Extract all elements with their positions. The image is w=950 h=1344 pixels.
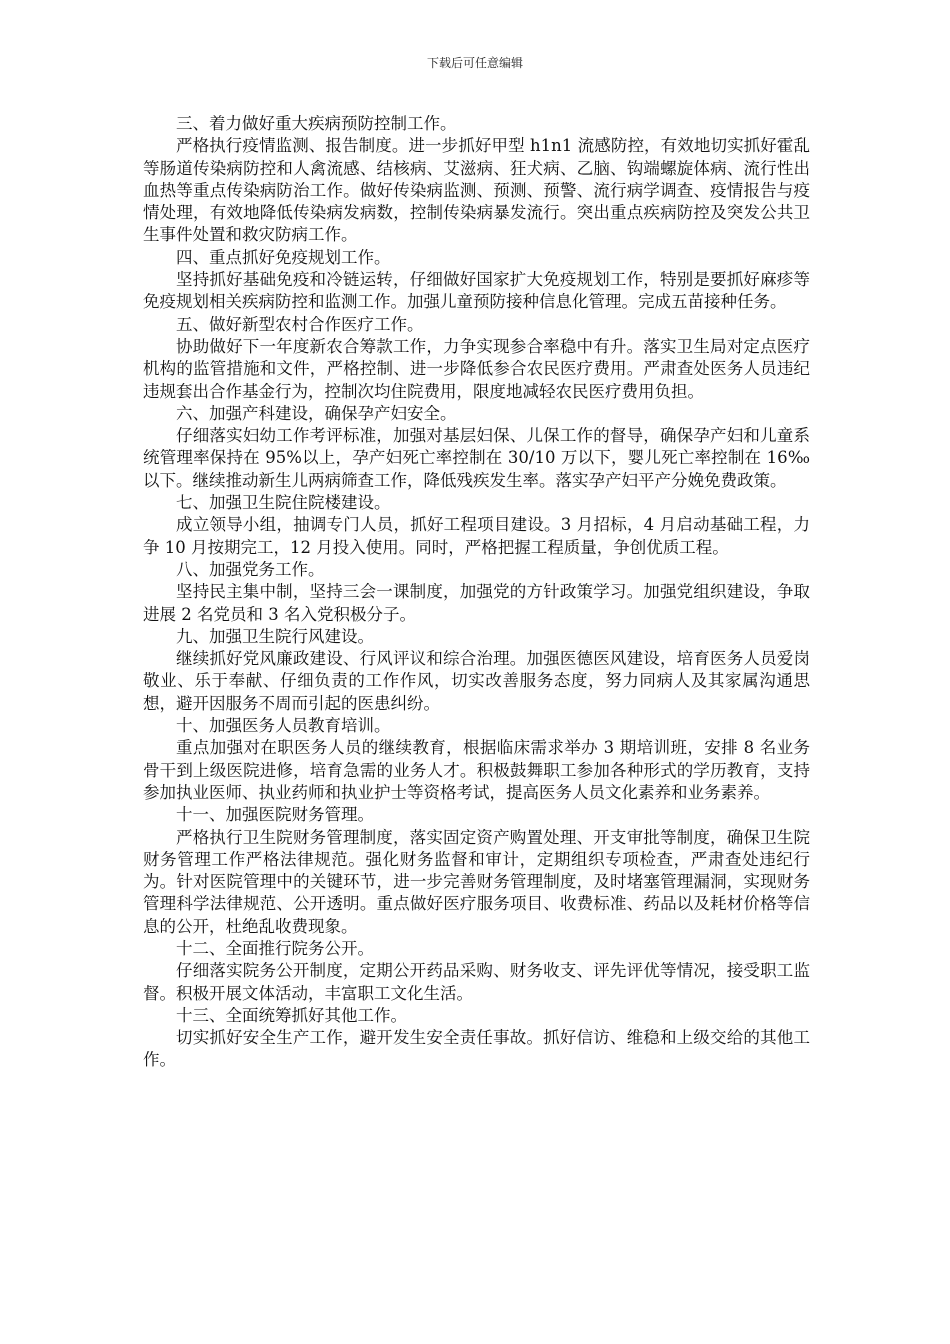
body-paragraph: 协助做好下一年度新农合筹款工作，力争实现参合率稳中有升。落实卫生局对定点医疗机构的监管措施和文件，严格控制、进一步降低参合农民医疗费用。严肃查处医务人员违纪违规套出合作基金行为，控制次均住院费用，限度地减轻农民医疗费用负担。 — [143, 336, 810, 401]
section-heading-12: 十二、全面推行院务公开。 — [176, 938, 374, 958]
body-paragraph: 严格执行卫生院财务管理制度，落实固定资产购置处理、开支审批等制度，确保卫生院财务管理工作严格法律规范。强化财务监督和审计，定期组织专项检查，严肃查处违纪行为。针对医院管理中的关键环节，进一步完善财务管理制度，及时堵塞管理漏洞，实现财务管理科学法律规范、公开透明。重点做好医疗服务项目、收费标准、药品以及耗材价格等信息的公开，杜绝乱收费现象。 — [143, 827, 810, 936]
body-paragraph: 严格执行疫情监测、报告制度。进一步抓好甲型 h1n1 流感防控，有效地切实抓好霍乱等肠道传染病防控和人禽流感、结核病、艾滋病、狂犬病、乙脑、钩端螺旋体病、流行性出血热等重点传染病防治工作。做好传染病监测、预测、预警、流行病学调查、疫情报告与疫情处理，有效地降低传染病发病数，控制传染病暴发流行。突出重点疾病防控及突发公共卫生事件处置和救灾防病工作。 — [143, 136, 810, 245]
section-heading-4: 四、重点抓好免疫规划工作。 — [176, 247, 391, 267]
section-heading-7: 七、加强卫生院住院楼建设。 — [176, 493, 391, 513]
section-heading-10: 十、加强医务人员教育培训。 — [176, 716, 391, 736]
page-header-note: 下载后可任意编辑 — [426, 56, 523, 70]
body-paragraph: 继续抓好党风廉政建设、行风评议和综合治理。加强医德医风建设，培育医务人员爱岗敬业、乐于奉献、仔细负责的工作作风，切实改善服务态度，努力同病人及其家属沟通思想，避开因服务不周而引起的医患纠纷。 — [143, 649, 810, 713]
body-paragraph: 仔细落实院务公开制度，定期公开药品采购、财务收支、评先评优等情况，接受职工监督。积极开展文体活动，丰富职工文化生活。 — [143, 961, 810, 1003]
body-paragraph: 坚持抓好基础免疫和冷链运转，仔细做好国家扩大免疫规划工作，特别是要抓好麻疹等免疫规划相关疾病防控和监测工作。加强儿童预防接种信息化管理。完成五苗接种任务。 — [143, 270, 810, 312]
body-paragraph: 成立领导小组，抽调专门人员，抓好工程项目建设。3 月招标，4 月启动基础工程，力争 10 月按期完工，12 月投入使用。同时，严格把握工程质量，争创优质工程。 — [143, 515, 810, 557]
section-heading-5: 五、做好新型农村合作医疗工作。 — [176, 314, 424, 334]
body-paragraph: 坚持民主集中制，坚持三会一课制度，加强党的方针政策学习。加强党组织建设，争取进展 2 名党员和 3 名入党积极分子。 — [143, 582, 810, 624]
body-paragraph: 切实抓好安全生产工作，避开发生安全责任事故。抓好信访、维稳和上级交给的其他工作。 — [143, 1028, 810, 1070]
document-body — [143, 113, 810, 1072]
section-heading-6: 六、加强产科建设，确保孕产妇安全。 — [176, 403, 457, 423]
body-paragraph: 重点加强对在职医务人员的继续教育，根据临床需求举办 3 期培训班，安排 8 名业务骨干到上级医院进修，培育急需的业务人才。积极鼓舞职工参加各种形式的学历教育，支持参加执业医师、执业药师和执业护士等资格考试，提高医务人员文化素养和业务素养。 — [143, 738, 810, 802]
body-paragraph: 仔细落实妇幼工作考评标准，加强对基层妇保、儿保工作的督导，确保孕产妇和儿童系统管理率保持在 95%以上，孕产妇死亡率控制在 30/10 万以下，婴儿死亡率控制在 16‰以下。继续推动新生儿两病筛查工作，降低残疾发生率。落实孕产妇平产分娩免费政策。 — [143, 426, 810, 490]
section-heading-13: 十三、全面统筹抓好其他工作。 — [176, 1005, 407, 1025]
section-heading-9: 九、加强卫生院行风建设。 — [176, 626, 374, 646]
section-heading-11: 十一、加强医院财务管理。 — [176, 805, 374, 825]
section-heading-8: 八、加强党务工作。 — [176, 559, 325, 579]
section-heading-3: 三、着力做好重大疾病预防控制工作。 — [176, 114, 457, 133]
